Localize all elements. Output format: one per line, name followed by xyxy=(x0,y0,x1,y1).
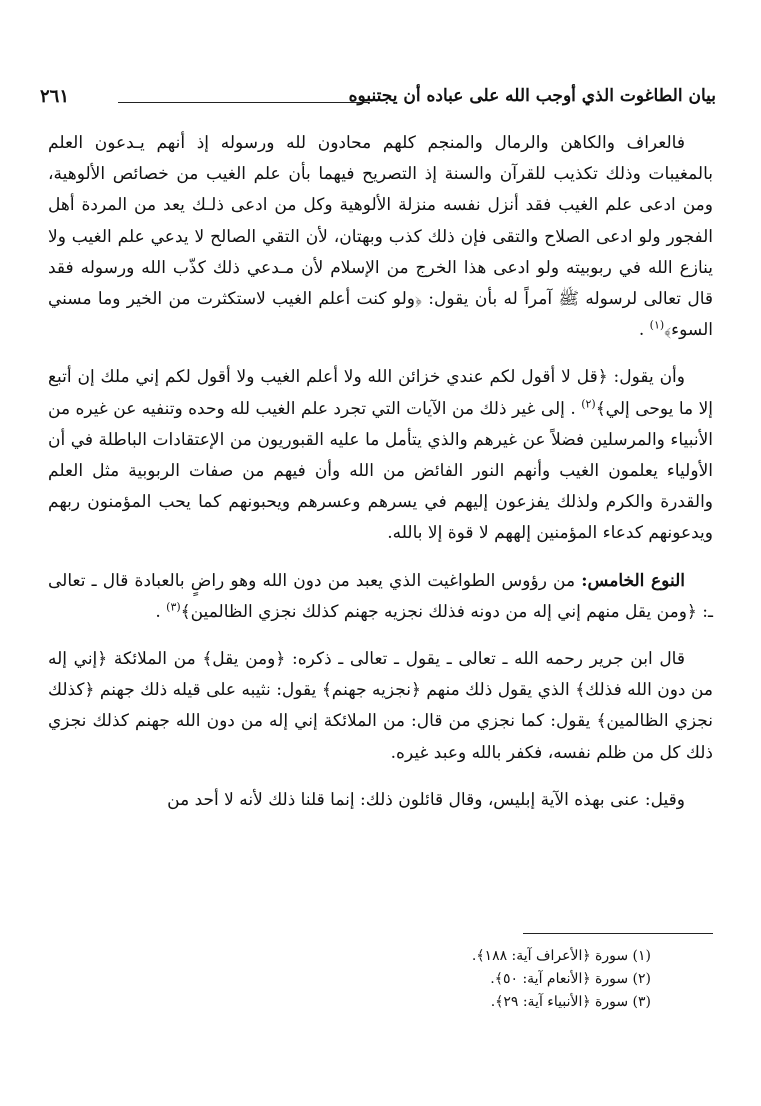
page-header xyxy=(40,86,716,112)
body-text xyxy=(48,128,713,832)
paragraph-5 xyxy=(48,785,713,816)
section-heading: النوع الخامس: xyxy=(581,570,685,591)
footnote-1: (١) سورة ﴿الأعراف آية: ١٨٨﴾. xyxy=(471,948,651,964)
paragraph-1 xyxy=(48,128,713,346)
header-rule xyxy=(118,102,368,103)
paragraph-2 xyxy=(48,362,713,549)
paragraph-text: وأن يقول: ﴿قل لا أقول لكم عندي خزائن الله ولا أعلم الغيب ولا أقول لكم إني ملك إن أتبع إلا ما يوحى إلي﴾ xyxy=(48,367,713,419)
paragraph-tail: . xyxy=(155,601,161,622)
page-number: ٢٦١ xyxy=(40,86,70,107)
footnote-rule xyxy=(523,933,713,934)
footnote-ref-1: (١) xyxy=(649,318,665,332)
paragraph-text: من رؤوس الطواغيت الذي يعبد من دون الله وهو راضٍ بالعبادة قال ـ تعالى ـ: ﴿ومن يقل منهم إني إله من دونه فذلك نجزيه جهنم كذلك نجزي الظالمين﴾ xyxy=(48,570,713,622)
paragraph-tail: . xyxy=(638,320,645,341)
paragraph-text: فالعراف والكاهن والرمال والمنجم كلهم محادون لله ورسوله إذ أنهم يـدعون العلم بالمغيبات وذلك تكذيب للقرآن والسنة إذ التصريح فيهما بأن علم الغيب من خصائص الألوهية، ومن ادعى علم الغيب فقد أنزل نفسه منزلة الألوهية وكل من ادعى ذلـك يعد من المردة أهل الفجور ولو ادعى الصلاح والتقى فإن ذلك كذب وبهتان، لأن التقي الصالح لا يدعي علم الغيب ولا ينازع الله في ربوبيته ولو ادعى هذا الخرج من الإسلام لأن مـدعي ذلك كذّب الله ورسوله فقد قال تعالى لرسوله ﷺ آمراً له بأن يقول: ﴿ولو كنت أعلم الغيب لاستكثرت من الخير وما مسني السوء﴾ xyxy=(48,133,713,341)
footnotes xyxy=(250,945,651,1014)
paragraph-4 xyxy=(48,644,713,769)
paragraph-tail: . إلى غير ذلك من الآيات التي تجرد علم الغيب لله وحده وتنفيه عن غيره من الأنبياء والمرسلين فضلاً عن غيرهم والذي يتأمل ما عليه القبوريون من الإعتقادات الباطلة في أن الأولياء يعلمون الغيب وأنهم النور الفائض من الله وأن فيهم من صفات الربوبية مثل العلم والقدرة والكرم ولذلك يفزعون إليهم في يسرهم وعسرهم ويحبونهم كما يحب المؤمنون ربهم ويدعونهم كدعاء المؤمنين إلههم لا قوة إلا بالله. xyxy=(48,398,713,544)
footnote-3: (٣) سورة ﴿الأنبياء آية: ٢٩﴾. xyxy=(490,994,651,1010)
footnote-ref-2: (٢) xyxy=(581,396,596,410)
paragraph-text: قال ابن جرير رحمه الله ـ تعالى ـ يقول ـ تعالى ـ ذكره: ﴿ومن يقل﴾ من الملائكة ﴿إني إله من دون الله فذلك﴾ الذي يقول ذلك منهم ﴿نجزيه جهنم﴾ يقول: نثيبه على قيله ذلك جهنم ﴿كذلك نجزي الظالمين﴾ يقول: كما نجزي من قال: من الملائكة إني إله من دون الله جهنم كذلك نجزي ذلك كل من ظلم نفسه، فكفر بالله وعبد غيره. xyxy=(48,649,713,763)
paragraph-text: وقيل: عنى بهذه الآية إبليس، وقال قائلون ذلك: إنما قلنا ذلك لأنه لا أحد من xyxy=(167,789,685,810)
running-title: بيان الطاغوت الذي أوجب الله على عباده أن يجتنبوه xyxy=(348,86,716,106)
paragraph-3 xyxy=(48,566,713,628)
footnote-ref-3: (٣) xyxy=(166,600,181,614)
footnote-2: (٢) سورة ﴿الأنعام آية: ٥٠﴾. xyxy=(490,971,651,987)
